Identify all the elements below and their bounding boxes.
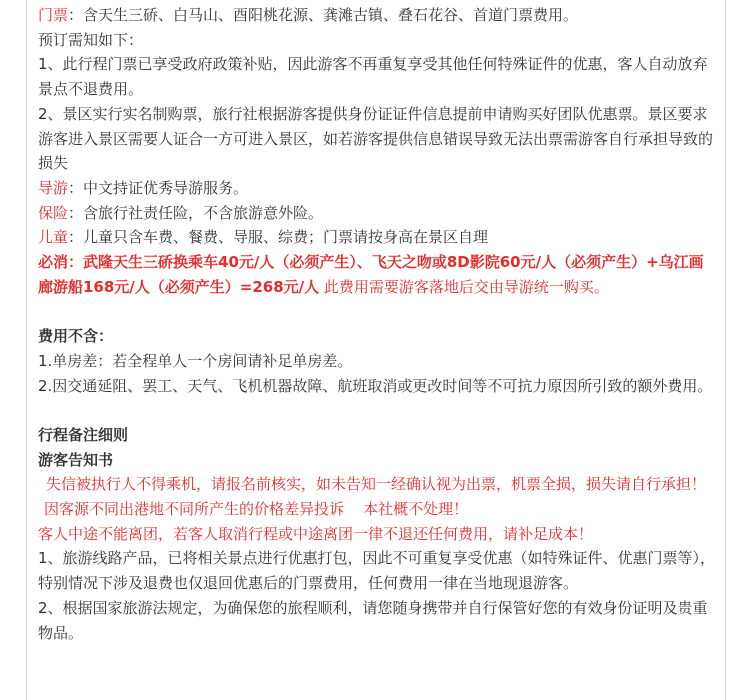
booking-item-2: 2、景区实行实名制购票，旅行社根据游客提供身份证证件信息提前申请购买好团队优惠票。景区要求游客进入景区需要人证合一方可进入景区，如若游客提供信息错误导致无法出票需游客自行承担导致的损失 xyxy=(38,104,714,173)
notes-red-line-2: 因客源不同出港地不同所产生的价格差异投诉 本社概不处理！ xyxy=(44,500,469,519)
spacer xyxy=(38,299,716,324)
guide-line xyxy=(38,176,716,201)
mandatory-fees-bold: 必消：武隆天生三硚换乘车40元/人（必须产生）、飞天之吻或8D影院60元/人（必须产生）+乌江画廊游船168元/人（必须产生）=268元/人 xyxy=(38,253,704,296)
notes-item-1: 1、旅游线路产品，已将相关景点进行优惠打包，因此不可重复享受优惠（如特殊证件、优惠门票等），特别情况下涉及退费也仅退回优惠后的门票费用，任何费用一律在当地现退游客。 xyxy=(38,549,716,593)
insurance-line xyxy=(38,201,716,226)
excluded-item-1: 1.单房差：若全程单人一个房间请补足单房差。 xyxy=(38,351,353,370)
tickets-label: 门票 xyxy=(38,6,69,24)
notes-red-line-3: 客人中途不能离团，若客人取消行程或中途离团一律不退还任何费用，请补足成本！ xyxy=(38,524,594,543)
mandatory-fees-note: 此费用需要游客落地后交由导游统一购买。 xyxy=(319,277,609,296)
itinerary-details xyxy=(38,3,716,645)
guide-text: ：中文持证优秀导游服务。 xyxy=(68,178,249,197)
tickets-line xyxy=(38,3,716,28)
excluded-title: 费用不含： xyxy=(38,327,114,346)
notes-subtitle: 游客告知书 xyxy=(38,450,114,469)
children-line xyxy=(38,225,716,250)
children-text: ：儿童只含车费、餐费、导服、综费；门票请按身高在景区自理 xyxy=(68,228,489,247)
notes-title: 行程备注细则 xyxy=(38,425,129,444)
excluded-item-2: 2.因交通延阻、罢工、天气、飞机机器故障、航班取消或更改时间等不可抗力原因所引致的额外费用。 xyxy=(38,376,713,395)
notes-item-2: 2、根据国家旅游法规定，为确保您的旅程顺利，请您随身携带并自行保管好您的有效身份证明及贵重物品。 xyxy=(38,598,708,642)
booking-title: 预订需知如下： xyxy=(38,30,144,49)
guide-label: 导游 xyxy=(38,178,69,197)
spacer xyxy=(38,398,716,423)
insurance-label: 保险 xyxy=(38,203,69,222)
mandatory-fees xyxy=(38,250,716,299)
booking-item-1: 1、此行程门票已享受政府政策补贴，因此游客不再重复享受其他任何特殊证件的优惠，客人自动放弃景点不退费用。 xyxy=(38,55,708,99)
tickets-text: ：含天生三硚、白马山、酉阳桃花源、龚滩古镇、叠石花谷、首道门票费用。 xyxy=(68,6,579,24)
notes-red-line-1: 失信被执行人不得乘机，请报名前核实，如未告知一经确认视为出票，机票全损，损失请自行承担！ xyxy=(46,475,707,494)
insurance-text: ：含旅行社责任险，不含旅游意外险。 xyxy=(68,203,324,222)
children-label: 儿童 xyxy=(38,228,69,247)
